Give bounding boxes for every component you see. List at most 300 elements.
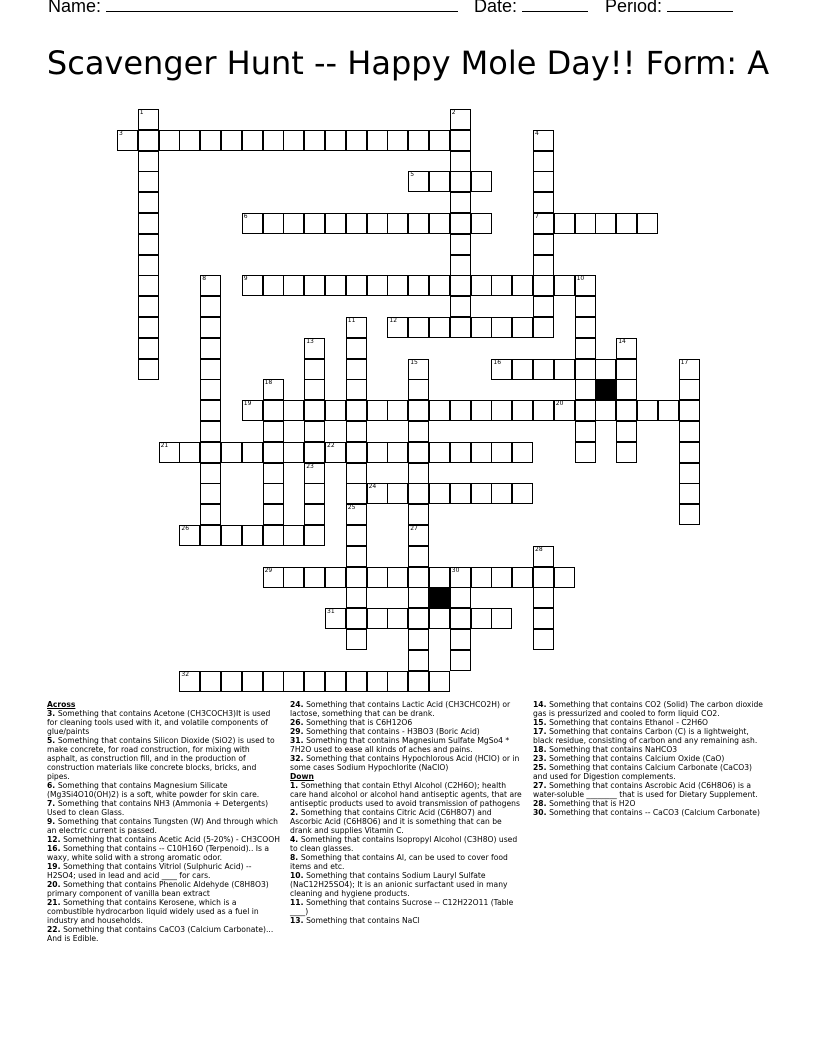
across-clue — [47, 844, 281, 862]
grid-cell[interactable] — [491, 400, 512, 421]
grid-cell[interactable] — [658, 400, 679, 421]
grid-cell[interactable] — [450, 317, 471, 338]
grid-cell[interactable] — [450, 608, 471, 629]
grid-cell[interactable] — [138, 359, 159, 380]
grid-cell[interactable] — [637, 213, 658, 234]
grid-cell[interactable] — [263, 130, 284, 151]
grid-cell[interactable] — [304, 130, 325, 151]
grid-cell[interactable] — [595, 359, 616, 380]
grid-cell[interactable] — [554, 400, 575, 421]
grid-cell[interactable] — [679, 483, 700, 504]
grid-cell[interactable] — [138, 317, 159, 338]
grid-cell[interactable] — [263, 483, 284, 504]
grid-cell[interactable] — [554, 359, 575, 380]
grid-cell[interactable] — [263, 275, 284, 296]
grid-cell[interactable] — [575, 400, 596, 421]
grid-cell[interactable] — [533, 587, 554, 608]
grid-cell[interactable] — [575, 442, 596, 463]
grid-cell[interactable] — [512, 567, 533, 588]
grid-cell[interactable] — [304, 275, 325, 296]
grid-cell[interactable] — [408, 608, 429, 629]
grid-cell[interactable] — [346, 671, 367, 692]
grid-cell[interactable] — [450, 629, 471, 650]
grid-cell[interactable] — [346, 213, 367, 234]
grid-cell[interactable] — [637, 400, 658, 421]
grid-cell[interactable] — [117, 130, 138, 151]
grid-cell[interactable] — [346, 359, 367, 380]
grid-cell[interactable] — [575, 317, 596, 338]
grid-cell[interactable] — [346, 463, 367, 484]
grid-cell[interactable] — [283, 400, 304, 421]
grid-cell[interactable] — [304, 525, 325, 546]
grid-cell[interactable] — [346, 338, 367, 359]
grid-cell[interactable] — [450, 130, 471, 151]
grid-cell[interactable] — [429, 567, 450, 588]
grid-cell[interactable] — [450, 213, 471, 234]
grid-cell[interactable] — [242, 213, 263, 234]
grid-cell[interactable] — [304, 504, 325, 525]
grid-cell[interactable] — [387, 400, 408, 421]
grid-cell[interactable] — [408, 525, 429, 546]
grid-cell[interactable] — [138, 109, 159, 130]
grid-cell[interactable] — [679, 504, 700, 525]
grid-cell[interactable] — [346, 525, 367, 546]
grid-cell[interactable] — [346, 130, 367, 151]
down-clue — [533, 799, 767, 808]
grid-cell[interactable] — [221, 130, 242, 151]
grid-cell[interactable] — [471, 400, 492, 421]
clue-text: Something that contains Kerosene, which is a combustible hydrocarbon liquid widely used as a fuel in industry and households. — [47, 898, 259, 925]
grid-cell[interactable] — [616, 213, 637, 234]
grid-cell[interactable] — [679, 379, 700, 400]
clue-number: 19 — [243, 400, 252, 408]
clue-number: 14. — [533, 700, 550, 709]
grid-cell[interactable] — [575, 213, 596, 234]
grid-cell[interactable] — [429, 213, 450, 234]
grid-cell[interactable] — [679, 400, 700, 421]
grid-cell[interactable] — [554, 213, 575, 234]
clue-number: 22 — [327, 441, 335, 449]
clue-number: 25 — [347, 504, 356, 512]
grid-cell[interactable] — [242, 671, 263, 692]
black-cell — [595, 379, 616, 400]
grid-cell[interactable] — [200, 275, 221, 296]
clue-number: 3. — [47, 709, 58, 718]
grid-cell[interactable] — [408, 213, 429, 234]
grid-cell[interactable] — [346, 629, 367, 650]
grid-cell[interactable] — [408, 317, 429, 338]
grid-cell[interactable] — [554, 275, 575, 296]
grid-cell[interactable] — [138, 338, 159, 359]
grid-cell[interactable] — [575, 338, 596, 359]
grid-cell[interactable] — [346, 608, 367, 629]
grid-cell[interactable] — [429, 130, 450, 151]
grid-cell[interactable] — [450, 234, 471, 255]
grid-cell[interactable] — [179, 525, 200, 546]
grid-cell[interactable] — [304, 359, 325, 380]
clue-number: 22. — [47, 925, 64, 934]
grid-cell[interactable] — [616, 379, 637, 400]
grid-cell[interactable] — [263, 213, 284, 234]
grid-cell[interactable] — [346, 379, 367, 400]
grid-cell[interactable] — [533, 130, 554, 151]
grid-cell[interactable] — [450, 483, 471, 504]
grid-cell[interactable] — [575, 379, 596, 400]
grid-cell[interactable] — [408, 671, 429, 692]
grid-cell[interactable] — [387, 442, 408, 463]
grid-cell[interactable] — [471, 608, 492, 629]
grid-cell[interactable] — [138, 255, 159, 276]
grid-cell[interactable] — [450, 650, 471, 671]
grid-cell[interactable] — [221, 442, 242, 463]
grid-cell[interactable] — [408, 359, 429, 380]
grid-cell[interactable] — [346, 317, 367, 338]
grid-cell[interactable] — [491, 567, 512, 588]
grid-cell[interactable] — [179, 130, 200, 151]
clue-number: 15 — [410, 358, 418, 366]
grid-cell[interactable] — [263, 442, 284, 463]
grid-cell[interactable] — [200, 525, 221, 546]
grid-cell[interactable] — [450, 255, 471, 276]
grid-cell[interactable] — [387, 213, 408, 234]
grid-cell[interactable] — [429, 275, 450, 296]
clue-number: 29. — [290, 727, 307, 736]
grid-cell[interactable] — [554, 567, 575, 588]
grid-cell[interactable] — [304, 338, 325, 359]
across-list-part-1 — [47, 709, 281, 943]
grid-cell[interactable] — [533, 192, 554, 213]
grid-cell[interactable] — [616, 400, 637, 421]
grid-cell[interactable] — [679, 359, 700, 380]
grid-cell[interactable] — [200, 400, 221, 421]
grid-cell[interactable] — [408, 130, 429, 151]
grid-cell[interactable] — [533, 234, 554, 255]
grid-cell[interactable] — [263, 525, 284, 546]
grid-cell[interactable] — [512, 483, 533, 504]
grid-cell[interactable] — [387, 671, 408, 692]
grid-cell[interactable] — [575, 275, 596, 296]
grid-cell[interactable] — [200, 421, 221, 442]
grid-cell[interactable] — [387, 317, 408, 338]
grid-cell[interactable] — [346, 275, 367, 296]
grid-cell[interactable] — [512, 317, 533, 338]
grid-cell[interactable] — [304, 379, 325, 400]
grid-cell[interactable] — [346, 421, 367, 442]
grid-cell[interactable] — [533, 317, 554, 338]
grid-cell[interactable] — [408, 546, 429, 567]
grid-cell[interactable] — [533, 275, 554, 296]
grid-cell[interactable] — [200, 317, 221, 338]
grid-cell[interactable] — [408, 567, 429, 588]
grid-cell[interactable] — [138, 275, 159, 296]
grid-cell[interactable] — [533, 608, 554, 629]
grid-cell[interactable] — [533, 171, 554, 192]
grid-cell[interactable] — [200, 671, 221, 692]
grid-cell[interactable] — [346, 567, 367, 588]
across-clue — [47, 736, 281, 781]
period-field[interactable] — [605, 0, 733, 17]
grid-cell[interactable] — [387, 130, 408, 151]
grid-cell[interactable] — [304, 463, 325, 484]
clue-number: 18. — [533, 745, 550, 754]
name-field[interactable] — [48, 0, 458, 17]
grid-cell[interactable] — [408, 421, 429, 442]
grid-cell[interactable] — [408, 483, 429, 504]
grid-cell[interactable] — [200, 483, 221, 504]
grid-cell[interactable] — [387, 567, 408, 588]
grid-cell[interactable] — [450, 275, 471, 296]
grid-cell[interactable] — [408, 379, 429, 400]
grid-cell[interactable] — [304, 213, 325, 234]
clue-text: Something that contains Carbon (C) is a lightweight, black residue, consisting of carbon and any remaining ash. — [533, 727, 758, 745]
grid-cell[interactable] — [450, 151, 471, 172]
grid-cell[interactable] — [200, 130, 221, 151]
grid-cell[interactable] — [367, 130, 388, 151]
grid-cell[interactable] — [263, 400, 284, 421]
grid-cell[interactable] — [263, 567, 284, 588]
grid-cell[interactable] — [200, 379, 221, 400]
clue-number: 30. — [533, 808, 550, 817]
grid-cell[interactable] — [263, 463, 284, 484]
grid-cell[interactable] — [242, 275, 263, 296]
name-label: Name: — [48, 0, 102, 16]
grid-cell[interactable] — [450, 171, 471, 192]
across-clue — [290, 727, 524, 736]
grid-cell[interactable] — [325, 567, 346, 588]
grid-cell[interactable] — [325, 608, 346, 629]
grid-cell[interactable] — [346, 587, 367, 608]
grid-cell[interactable] — [679, 442, 700, 463]
grid-cell[interactable] — [512, 400, 533, 421]
grid-cell[interactable] — [200, 296, 221, 317]
grid-cell[interactable] — [325, 400, 346, 421]
grid-cell[interactable] — [242, 525, 263, 546]
grid-cell[interactable] — [138, 213, 159, 234]
grid-cell[interactable] — [304, 483, 325, 504]
grid-cell[interactable] — [325, 442, 346, 463]
grid-cell[interactable] — [616, 442, 637, 463]
down-list-part-2 — [533, 700, 767, 817]
grid-cell[interactable] — [325, 671, 346, 692]
grid-cell[interactable] — [471, 317, 492, 338]
grid-cell[interactable] — [283, 442, 304, 463]
grid-cell[interactable] — [367, 608, 388, 629]
grid-cell[interactable] — [242, 442, 263, 463]
grid-cell[interactable] — [533, 296, 554, 317]
grid-cell[interactable] — [367, 671, 388, 692]
grid-cell[interactable] — [138, 151, 159, 172]
grid-cell[interactable] — [138, 130, 159, 151]
grid-cell[interactable] — [429, 171, 450, 192]
grid-cell[interactable] — [450, 192, 471, 213]
grid-cell[interactable] — [533, 213, 554, 234]
grid-cell[interactable] — [679, 421, 700, 442]
grid-cell[interactable] — [429, 671, 450, 692]
grid-cell[interactable] — [325, 275, 346, 296]
down-clue — [533, 763, 767, 781]
grid-cell[interactable] — [304, 421, 325, 442]
grid-cell[interactable] — [283, 567, 304, 588]
across-list-part-2 — [290, 700, 524, 772]
clue-number: 2. — [290, 808, 301, 817]
period-label: Period: — [605, 0, 663, 16]
grid-cell[interactable] — [346, 400, 367, 421]
grid-cell[interactable] — [491, 608, 512, 629]
grid-cell[interactable] — [575, 421, 596, 442]
period-blank-line — [667, 0, 733, 12]
grid-cell[interactable] — [471, 483, 492, 504]
grid-cell[interactable] — [346, 483, 367, 504]
grid-cell[interactable] — [138, 296, 159, 317]
grid-cell[interactable] — [346, 546, 367, 567]
grid-cell[interactable] — [595, 400, 616, 421]
grid-cell[interactable] — [200, 442, 221, 463]
grid-cell[interactable] — [575, 359, 596, 380]
grid-cell[interactable] — [179, 671, 200, 692]
grid-cell[interactable] — [263, 504, 284, 525]
grid-cell[interactable] — [471, 567, 492, 588]
clue-text: Something that contain Ethyl Alcohol (C2H6O); health care hand alcohol or alcohol hand antiseptic agents, that are antiseptic products used to avoid transmission of pathogens — [290, 781, 522, 808]
grid-cell[interactable] — [533, 359, 554, 380]
across-clue — [47, 835, 281, 844]
grid-cell[interactable] — [263, 379, 284, 400]
grid-cell[interactable] — [138, 234, 159, 255]
grid-cell[interactable] — [595, 213, 616, 234]
grid-cell[interactable] — [304, 400, 325, 421]
grid-cell[interactable] — [429, 317, 450, 338]
grid-cell[interactable] — [679, 463, 700, 484]
grid-cell[interactable] — [616, 338, 637, 359]
grid-cell[interactable] — [450, 109, 471, 130]
grid-cell[interactable] — [408, 171, 429, 192]
grid-cell[interactable] — [533, 151, 554, 172]
grid-cell[interactable] — [138, 192, 159, 213]
across-clue — [47, 781, 281, 799]
grid-cell[interactable] — [367, 483, 388, 504]
grid-cell[interactable] — [408, 442, 429, 463]
clue-text: Something that contains NH3 (Ammonia + Detergents) Used to clean Glass. — [47, 799, 269, 817]
grid-cell[interactable] — [429, 400, 450, 421]
grid-cell[interactable] — [512, 359, 533, 380]
grid-cell[interactable] — [283, 213, 304, 234]
grid-cell[interactable] — [471, 442, 492, 463]
grid-cell[interactable] — [138, 171, 159, 192]
grid-cell[interactable] — [450, 400, 471, 421]
grid-cell[interactable] — [471, 275, 492, 296]
grid-cell[interactable] — [575, 296, 596, 317]
grid-cell[interactable] — [242, 130, 263, 151]
grid-cell[interactable] — [387, 275, 408, 296]
clue-text: Something that is H2O — [549, 799, 636, 808]
grid-cell[interactable] — [387, 483, 408, 504]
clue-number: 7 — [535, 213, 539, 220]
grid-cell[interactable] — [283, 275, 304, 296]
grid-cell[interactable] — [367, 275, 388, 296]
grid-cell[interactable] — [200, 359, 221, 380]
grid-cell[interactable] — [346, 442, 367, 463]
grid-cell[interactable] — [491, 359, 512, 380]
grid-cell[interactable] — [179, 442, 200, 463]
grid-cell[interactable] — [533, 546, 554, 567]
grid-cell[interactable] — [200, 338, 221, 359]
grid-cell[interactable] — [159, 130, 180, 151]
grid-cell[interactable] — [408, 629, 429, 650]
grid-cell[interactable] — [533, 629, 554, 650]
clue-number: 24 — [368, 483, 377, 491]
clue-number: 23. — [533, 754, 550, 763]
grid-cell[interactable] — [263, 671, 284, 692]
grid-cell[interactable] — [491, 317, 512, 338]
clue-text: Something that contains Ascrobic Acid (C6H8O6) is a water-soluble ________ that is used for Dietary Supplement. — [533, 781, 758, 799]
grid-cell[interactable] — [471, 213, 492, 234]
grid-cell[interactable] — [221, 525, 242, 546]
grid-cell[interactable] — [304, 442, 325, 463]
grid-cell[interactable] — [429, 442, 450, 463]
grid-cell[interactable] — [471, 171, 492, 192]
grid-cell[interactable] — [367, 213, 388, 234]
grid-cell[interactable] — [346, 504, 367, 525]
grid-cell[interactable] — [325, 130, 346, 151]
grid-cell[interactable] — [491, 442, 512, 463]
grid-cell[interactable] — [367, 567, 388, 588]
date-field[interactable] — [474, 0, 588, 17]
grid-cell[interactable] — [408, 587, 429, 608]
grid-cell[interactable] — [283, 525, 304, 546]
down-clue — [290, 898, 524, 916]
grid-cell[interactable] — [450, 296, 471, 317]
down-clue — [290, 808, 524, 835]
grid-cell[interactable] — [408, 504, 429, 525]
clue-number: 13. — [290, 916, 307, 925]
grid-cell[interactable] — [387, 608, 408, 629]
grid-cell[interactable] — [367, 400, 388, 421]
grid-cell[interactable] — [450, 587, 471, 608]
down-clue — [290, 916, 524, 925]
grid-cell[interactable] — [200, 504, 221, 525]
grid-cell[interactable] — [283, 671, 304, 692]
grid-cell[interactable] — [491, 483, 512, 504]
grid-cell[interactable] — [263, 421, 284, 442]
grid-cell[interactable] — [491, 275, 512, 296]
grid-cell[interactable] — [304, 567, 325, 588]
clue-number: 26. — [290, 718, 307, 727]
grid-cell[interactable] — [533, 255, 554, 276]
grid-cell[interactable] — [533, 567, 554, 588]
grid-cell[interactable] — [450, 567, 471, 588]
grid-cell[interactable] — [283, 130, 304, 151]
grid-cell[interactable] — [616, 421, 637, 442]
grid-cell[interactable] — [325, 213, 346, 234]
grid-cell[interactable] — [512, 442, 533, 463]
grid-cell[interactable] — [200, 463, 221, 484]
grid-cell[interactable] — [221, 671, 242, 692]
grid-cell[interactable] — [242, 400, 263, 421]
grid-cell[interactable] — [450, 442, 471, 463]
grid-cell[interactable] — [533, 400, 554, 421]
grid-cell[interactable] — [616, 359, 637, 380]
date-label: Date: — [474, 0, 518, 16]
grid-cell[interactable] — [159, 442, 180, 463]
grid-cell[interactable] — [429, 483, 450, 504]
grid-cell[interactable] — [408, 400, 429, 421]
grid-cell[interactable] — [408, 650, 429, 671]
grid-cell[interactable] — [408, 463, 429, 484]
grid-cell[interactable] — [304, 671, 325, 692]
grid-cell[interactable] — [367, 442, 388, 463]
grid-cell[interactable] — [512, 275, 533, 296]
grid-cell[interactable] — [408, 275, 429, 296]
grid-cell[interactable] — [429, 608, 450, 629]
